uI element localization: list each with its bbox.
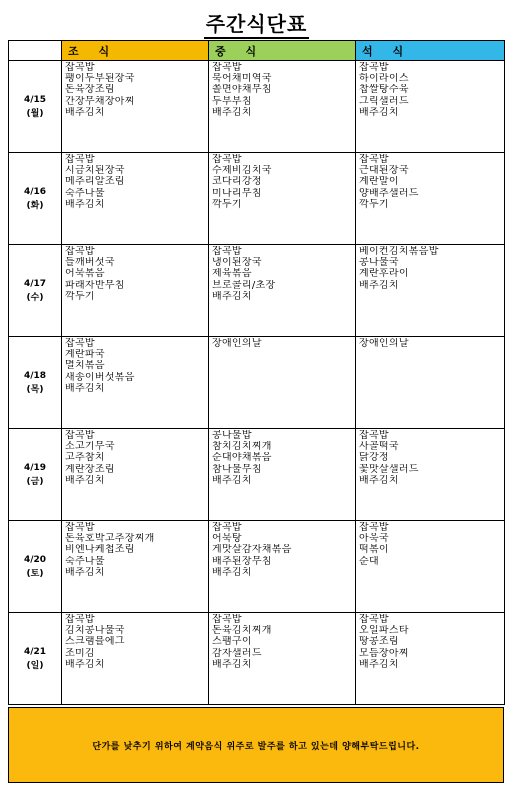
menu-item: 베이컨김치볶음밥 [359,246,439,257]
menu-item: 메추리알조림 [65,176,125,188]
menu-item: 계란후라이 [359,268,409,280]
date-label: 4/21 [23,646,47,657]
menu-item: 시금치된장국 [65,165,125,177]
dinner-cell [356,429,505,521]
dinner-cell [356,521,505,613]
dinner-cell [356,153,505,245]
lunch-cell [209,61,356,153]
header-blank-cell [9,41,62,61]
menu-item: 계란파국 [65,349,105,361]
menu-item: 잡곡밥 [212,246,242,257]
date-cell [9,613,62,705]
menu-item: 배추김치 [212,474,252,486]
menu-item: 깍두기 [359,198,389,210]
weekly-menu-table [8,40,505,705]
menu-item: 잡곡밥 [65,154,95,165]
menu-item: 브로콜리/초장 [212,279,276,291]
menu-item: 스팸구이 [212,636,252,648]
date-cell [9,429,62,521]
weekday-label: (토) [26,568,44,579]
menu-item: 배추김치 [359,279,399,291]
menu-item: 간장무채장아찌 [65,95,135,107]
menu-item: 수제비김치국 [212,165,272,177]
menu-item: 배추김치 [65,474,105,486]
menu-item: 잡곡밥 [212,614,242,625]
menu-item: 장애인의날 [212,338,262,349]
menu-item: 배추김치 [65,658,105,670]
menu-item: 고추참치 [65,452,105,464]
menu-item: 찹쌀탕수육 [359,84,409,96]
menu-item: 제육볶음 [212,268,252,280]
menu-item: 팽이두부된장국 [65,73,135,85]
menu-item: 콩나물국 [359,257,399,269]
menu-item: 깍두기 [212,198,242,210]
menu-item: 땅콩조림 [359,636,399,648]
menu-item: 배추김치 [212,106,252,118]
menu-item: 돈육호박고추장찌개 [65,533,155,545]
menu-item: 근대된장국 [359,165,409,177]
menu-item: 미나리무침 [212,187,262,199]
menu-item: 배추김치 [65,382,105,394]
day-row [9,613,505,705]
menu-item: 잡곡밥 [65,430,95,441]
breakfast-cell [62,337,209,429]
dinner-cell [356,61,505,153]
weekday-label: (수) [26,292,44,303]
date-cell [9,245,62,337]
date-label: 4/19 [23,462,47,473]
menu-item: 배추김치 [359,658,399,670]
day-row [9,429,505,521]
menu-item: 잡곡밥 [65,62,95,73]
breakfast-cell [62,245,209,337]
date-label: 4/20 [23,554,47,565]
menu-item: 오일파스타 [359,625,409,637]
breakfast-cell [62,613,209,705]
menu-item: 배추김치 [359,474,399,486]
breakfast-cell [62,521,209,613]
menu-item: 순대 [359,555,379,567]
dinner-cell [356,245,505,337]
menu-item: 배추김치 [65,106,105,118]
day-row [9,153,505,245]
menu-item: 꽃맛살샐러드 [359,463,419,475]
menu-item: 파래자반무침 [65,279,125,291]
menu-item: 하이라이스 [359,73,409,85]
menu-item: 잡곡밥 [212,154,242,165]
date-cell [9,521,62,613]
menu-item: 들깨버섯국 [65,257,115,269]
menu-item: 멸치볶음 [65,360,105,372]
header-lunch: 중 식 [209,41,356,61]
weekday-label: (월) [26,108,44,119]
menu-item: 계란말이 [359,176,399,188]
notice-box [8,707,504,783]
menu-item: 잡곡밥 [65,522,95,533]
date-label: 4/17 [23,278,47,289]
date-label: 4/18 [23,370,47,381]
menu-item: 닭강정 [359,452,389,464]
menu-item: 떡볶이 [359,544,389,556]
menu-item: 참치김치찌개 [212,441,272,453]
menu-item: 배추김치 [212,566,252,578]
menu-item: 돈육장조림 [65,84,115,96]
dinner-cell [356,337,505,429]
menu-item: 비엔나케첩조림 [65,544,135,556]
lunch-cell [209,429,356,521]
menu-item: 잡곡밥 [359,522,389,533]
menu-item: 배추김치 [212,290,252,302]
date-cell [9,153,62,245]
menu-item: 새송이버섯볶음 [65,371,135,383]
menu-item: 쫄면야채무침 [212,84,272,96]
menu-item: 잡곡밥 [65,246,95,257]
day-row [9,61,505,153]
menu-item: 잡곡밥 [359,614,389,625]
header-breakfast: 조 식 [62,41,209,61]
menu-item: 어묵탕 [212,533,242,545]
menu-item: 장애인의날 [359,338,409,349]
dinner-cell [356,613,505,705]
menu-item: 잡곡밥 [212,522,242,533]
weekday-label: (금) [26,476,44,487]
menu-item: 소고기무국 [65,441,115,453]
breakfast-cell [62,61,209,153]
weekday-label: (일) [26,660,44,671]
menu-item: 잡곡밥 [359,430,389,441]
header-dinner: 석 식 [356,41,505,61]
menu-item: 배추김치 [65,566,105,578]
menu-item: 잡곡밥 [359,62,389,73]
menu-item: 북어채미역국 [212,73,272,85]
lunch-cell [209,153,356,245]
menu-item: 참나물무침 [212,463,262,475]
lunch-cell [209,245,356,337]
day-row [9,245,505,337]
menu-item: 코다리강정 [212,176,262,188]
menu-item: 모듬장아찌 [359,647,409,659]
menu-item: 잡곡밥 [212,62,242,73]
menu-item: 계란장조림 [65,463,115,475]
lunch-cell [209,613,356,705]
date-label: 4/15 [23,94,47,105]
weekday-label: (화) [26,200,44,211]
page-title: 주간식단표 [0,8,513,37]
weekday-label: (목) [26,384,44,395]
menu-body [9,61,505,705]
menu-item: 배추된장무침 [212,555,272,567]
menu-item: 배추김치 [359,106,399,118]
menu-item: 그릭샐러드 [359,95,409,107]
menu-item: 어묵볶음 [65,268,105,280]
menu-item: 아욱국 [359,533,389,545]
menu-item: 사골떡국 [359,441,399,453]
menu-item: 돈육김치찌개 [212,625,272,637]
menu-item: 조미김 [65,647,95,659]
menu-item: 순대야채볶음 [212,452,272,464]
day-row [9,521,505,613]
menu-item: 배추김치 [212,658,252,670]
menu-item: 배추김치 [65,198,105,210]
menu-item: 깍두기 [65,290,95,302]
lunch-cell [209,337,356,429]
breakfast-cell [62,153,209,245]
date-cell [9,337,62,429]
menu-item: 숙주나물 [65,187,105,199]
lunch-cell [209,521,356,613]
notice-text: 단가를 낮추기 위하여 계약음식 위주로 발주를 하고 있는데 양해부탁드립니다. [92,741,420,752]
date-cell [9,61,62,153]
menu-item: 잡곡밥 [65,338,95,349]
menu-item: 김치콩나물국 [65,625,125,637]
menu-item: 냉이된장국 [212,257,262,269]
menu-item: 양배추샐러드 [359,187,419,199]
menu-item: 숙주나물 [65,555,105,567]
date-label: 4/16 [23,186,47,197]
breakfast-cell [62,429,209,521]
menu-item: 잡곡밥 [359,154,389,165]
day-row [9,337,505,429]
menu-item: 스크램블에그 [65,636,125,648]
menu-item: 감자샐러드 [212,647,262,659]
menu-item: 게맛살감자채볶음 [212,544,292,556]
menu-item: 콩나물밥 [212,430,252,441]
menu-item: 잡곡밥 [65,614,95,625]
menu-item: 두부부침 [212,95,252,107]
